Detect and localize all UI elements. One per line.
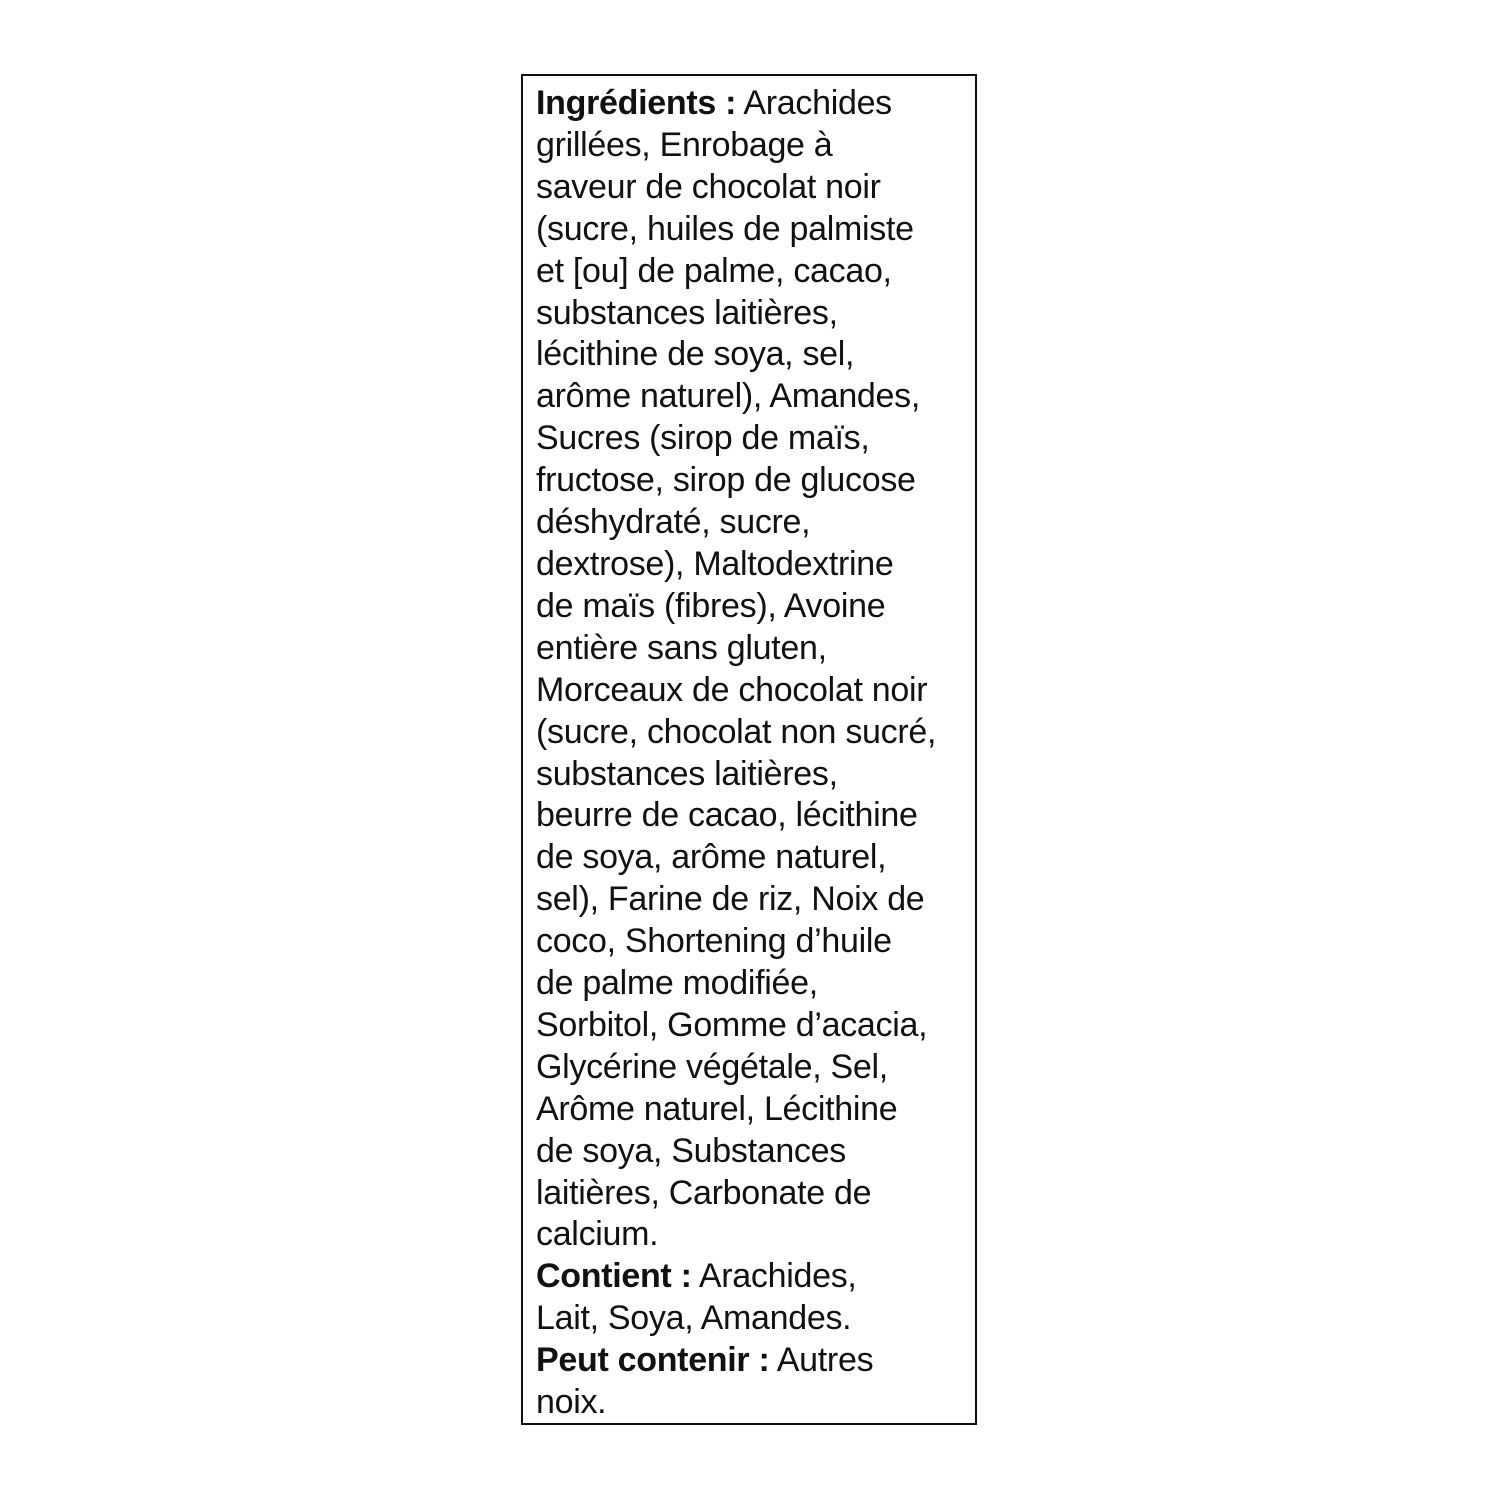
ingredients-line: (sucre, huiles de palmiste	[536, 209, 914, 248]
ingredients-line: dextrose), Maltodextrine	[536, 544, 894, 583]
ingredients-line: Arôme naturel, Lécithine	[536, 1089, 898, 1128]
ingredients-line: Morceaux de chocolat noir	[536, 670, 928, 709]
ingredients-line: coco, Shortening d’huile	[536, 922, 892, 961]
ingredients-line: grillées, Enrobage à	[536, 125, 833, 164]
ingredients-line: de palme modifiée,	[536, 964, 818, 1003]
contains-text: Arachides,	[691, 1257, 857, 1296]
may-contain-text: Autres	[769, 1341, 874, 1380]
may-contain-heading: Peut contenir :	[536, 1341, 770, 1380]
ingredients-line: de maïs (fibres), Avoine	[536, 586, 886, 625]
ingredients-line: et [ou] de palme, cacao,	[536, 251, 892, 290]
ingredients-line: de soya, Substances	[536, 1131, 846, 1170]
ingredients-line: fructose, sirop de glucose	[536, 461, 916, 500]
ingredients-line: sel), Farine de riz, Noix de	[536, 880, 925, 919]
ingredients-label-panel	[521, 74, 977, 1425]
ingredients-line: Glycérine végétale, Sel,	[536, 1047, 888, 1086]
ingredients-line: saveur de chocolat noir	[536, 167, 881, 206]
ingredients-line: (sucre, chocolat non sucré,	[536, 712, 937, 751]
contains-line	[536, 1256, 976, 1298]
ingredients-line: Sorbitol, Gomme d’acacia,	[536, 1005, 928, 1044]
ingredients-line: laitières, Carbonate de	[536, 1173, 872, 1212]
ingredients-line: lécithine de soya, sel,	[536, 335, 855, 374]
contains-heading: Contient :	[536, 1257, 692, 1296]
ingredients-label-text	[536, 83, 976, 1424]
may-contain-line	[536, 1340, 976, 1382]
may-contain-line: noix.	[536, 1383, 607, 1422]
ingredients-line: de soya, arôme naturel,	[536, 838, 887, 877]
ingredients-text: Arachides	[736, 84, 892, 122]
ingredients-line: beurre de cacao, lécithine	[536, 796, 918, 835]
ingredients-line	[536, 83, 976, 125]
contains-line: Lait, Soya, Amandes.	[536, 1299, 852, 1338]
ingredients-line: Sucres (sirop de maïs,	[536, 419, 870, 458]
ingredients-heading: Ingrédients :	[536, 84, 737, 122]
ingredients-line: substances laitières,	[536, 754, 838, 793]
ingredients-line: calcium.	[536, 1215, 659, 1254]
ingredients-line: déshydraté, sucre,	[536, 503, 811, 542]
ingredients-line: arôme naturel), Amandes,	[536, 377, 920, 416]
ingredients-line: entière sans gluten,	[536, 628, 827, 667]
ingredients-line: substances laitières,	[536, 293, 838, 332]
